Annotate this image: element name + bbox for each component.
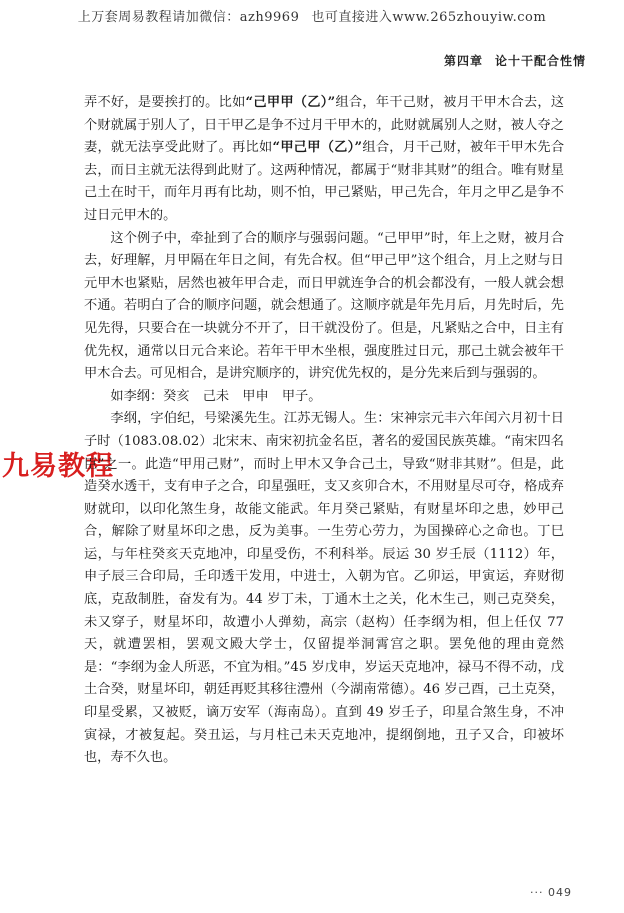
paragraph-2: 这个例子中，牵扯到了合的顺序与强弱问题。“己甲甲”时，年上之财，被月合去，好理解，月甲隔在年日之间，有先合权。但“甲己甲”这个组合，月上之财与日元甲木也紧贴，居然也被年甲合走，而日甲就连争合的机会都没有，一般人就会想不通。若明白了合的顺序问题，就会想通了。这顺序就是年先月后，月先时后，先见先得，只要合在一块就分不开了，日干就没份了。但是，凡紧贴之合中，日主有优先权，通常以日元合来论。若年干甲木坐根，强度胜过日元，那己土就会被年干甲木合去。可见相合，是讲究顺序的，讲究优先权的，是分先来后到与强弱的。 bbox=[84, 230, 564, 382]
paragraph-4: 李纲，字伯纪，号梁溪先生。江苏无锡人。生：宋神宗元丰六年闰六月初十日子时（1083.08.02）北宋末、南宋初抗金名臣，著名的爱国民族英雄。“南宋四名臣”之一。此造“甲用己财”，而时上甲木又争合己土，导致“财非其财”。但是，此造癸水透干，支有申子之合，印星强旺，支又亥卯合木，不用财星尽可夺，格成弃财就印，以印化煞生身，故能文能武。年月癸己紧贴，有财星坏印之患，妙甲己合，解除了财星坏印之患，反为美事。一生劳心劳力，为国操碎心之命也。丁巳运，与年柱癸亥天克地冲，印星受伤，不利科举。辰运 30 岁壬辰（1112）年，申子辰三合印局，壬印透干发用，中进士，入朝为官。乙卯运，甲寅运，弃财彻底，克敌制胜，奋发有为。44 岁丁未，丁通木土之关，化木生己，则己克癸矣，未又穿子，财星坏印，故遭小人弹劾，高宗（赵构）任李纲为相，但上任仅 77 天，就遭罢相，罢观文殿大学士，仅留提举洞霄宫之职。罢免他的理由竟然是：“李纲为金人所恶，不宜为相。”45 岁戊申，岁运天克地冲，禄马不得不动，戊土合癸，财星坏印，朝廷再贬其移往澧州（今湖南常德）。46 岁己酉，己土克癸，印星受累，又被贬，谪万安军（海南岛）。直到 49 岁壬子，印星合煞生身，不冲寅禄，才被复起。癸丑运，与月柱己未天克地冲，提纲倒地，丑子又合，印被坏也，寿不久也。 bbox=[84, 411, 564, 766]
page-number: ··· 049 bbox=[530, 886, 572, 899]
promo-banner bbox=[0, 6, 624, 25]
paragraph-1-bold-a: “己甲甲（乙）” bbox=[245, 95, 336, 110]
paragraph-1-bold-b: “甲己甲（乙）” bbox=[272, 140, 363, 156]
paragraph-3: 如李纲：癸亥 己未 甲申 甲子。 bbox=[110, 388, 322, 404]
body-text bbox=[84, 92, 564, 770]
paragraph-1-text-b: 组合，年干己财，被月干甲木合去，这个财就属于别人了，日干甲乙是争不过月干甲木的，此财就属别人之财，被人夺之妻，就无法享受此财了。再比如 bbox=[84, 95, 565, 156]
paragraph-1-text-a: 弄不好，是要挨打的。比如 bbox=[84, 95, 246, 110]
promo-banner-website: 也可直接进入www.265zhouyiw.com bbox=[311, 10, 547, 25]
paragraph-1 bbox=[84, 92, 564, 228]
chapter-label: 第四章 bbox=[443, 54, 483, 68]
watermark-logo: 九易教程 bbox=[2, 451, 114, 482]
chapter-title: 论十干配合性情 bbox=[494, 54, 586, 68]
paragraph-1-text-c: 组合，月干己财，被年干甲木先合去，而日主就无法得到此财了。这两种情况，都属于“财非其财”的组合。唯有财星己土在时干，而年月再有比劫，则不怕，甲己紧贴，甲己先合，年月之甲乙是争不过日元甲木的。 bbox=[84, 140, 565, 223]
promo-banner-wechat: 上万套周易教程请加微信：azh9969 bbox=[77, 10, 300, 25]
running-header bbox=[444, 52, 586, 69]
